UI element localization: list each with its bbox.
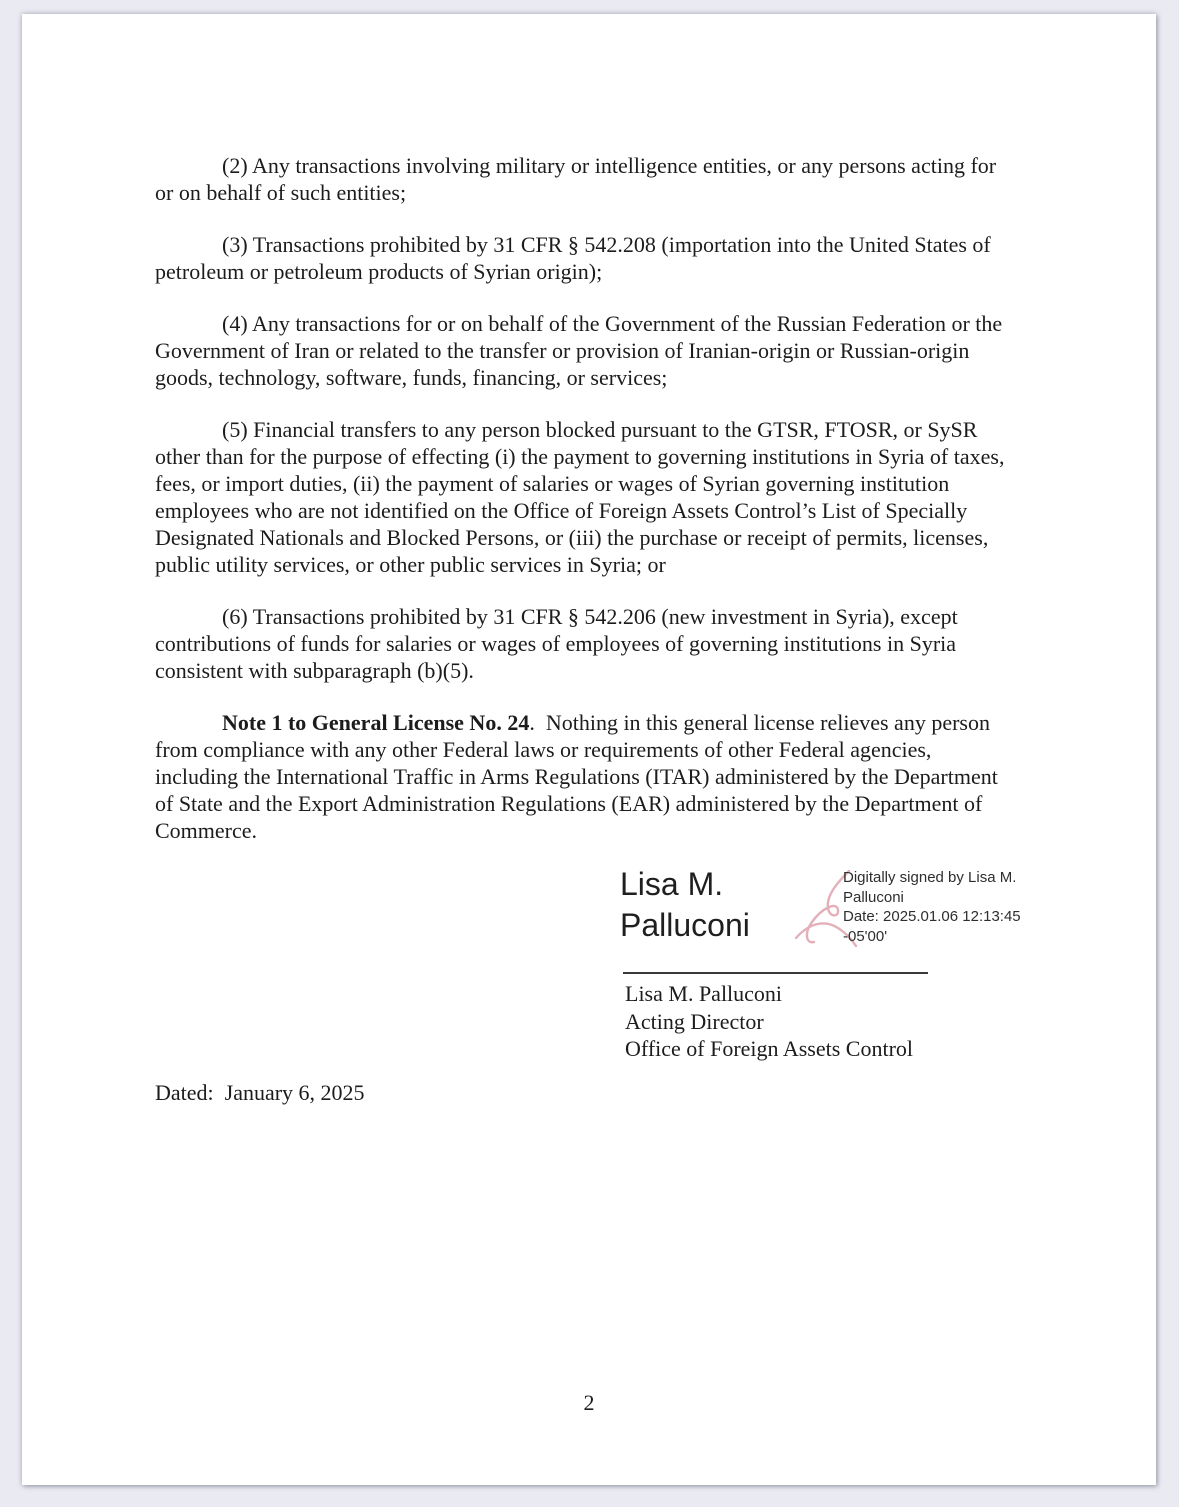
list-item-5: (5) Financial transfers to any person blocked pursuant to the GTSR, FTOSR, or SySR other than for the purpose of effecting (i) the payment to governing institutions in Syria of taxes, fees, or import duties, (ii) the payment of salaries or wages of Syrian governing institution employees who are not identified on the Office of Foreign Assets Control’s List of Specially Designated Nationals and Blocked Persons, or (iii) the purchase or receipt of permits, licenses, public utility services, or other public services in Syria; or [155,417,1005,577]
list-item-6: (6) Transactions prohibited by 31 CFR § 542.206 (new investment in Syria), except contributions of funds for salaries or wages of employees of governing institutions in Syria consistent with subparagraph (b)(5). [155,604,958,683]
digital-signature-stamp[interactable] [620,860,1021,972]
signatory-office: Office of Foreign Assets Control [625,1036,914,1061]
page-number: 2 [583,1390,595,1415]
signature-display-name: Lisa M. Palluconi [620,866,750,943]
digital-signature-details [843,868,1055,946]
signatory-identity [625,980,965,1063]
document-page [22,14,1156,1485]
note-paragraph [155,709,1019,844]
signatory-printed-name: Lisa M. Palluconi [625,981,783,1006]
list-item-3: (3) Transactions prohibited by 31 CFR § 542.208 (importation into the United States of petroleum or petroleum products of Syrian origin); [155,232,991,284]
signatory-title: Acting Director [625,1008,764,1034]
note-body-text: . Nothing in this general license relieves any person from compliance with any other Federal laws or requirements of other Federal agencies, including the International Traffic in Arms Regulations (ITAR) administered by the Department of State and the Export Administration Regulations (EAR) administered by the Department of Commerce. [155,710,1004,843]
dated-line: Dated: January 6, 2025 [155,1080,365,1105]
note-lead-bold: Note 1 to General License No. 24 [222,710,530,735]
list-item-2: (2) Any transactions involving military or intelligence entities, or any persons acting for or on behalf of such entities; [155,153,997,205]
signature-line-divider [623,972,928,974]
list-item-4: (4) Any transactions for or on behalf of the Government of the Russian Federation or the Government of Iran or related to the transfer or provision of Iranian-origin or Russian-origin goods, technology, software, funds, financing, or services; [155,311,1003,390]
signature-block [620,860,1021,1063]
digital-signature-date: Date: 2025.01.06 12:13:45 -05'00' [843,908,1021,945]
digital-signed-by-text: Digitally signed by Lisa M. Palluconi [843,869,1017,906]
body-text-column [155,152,1019,869]
